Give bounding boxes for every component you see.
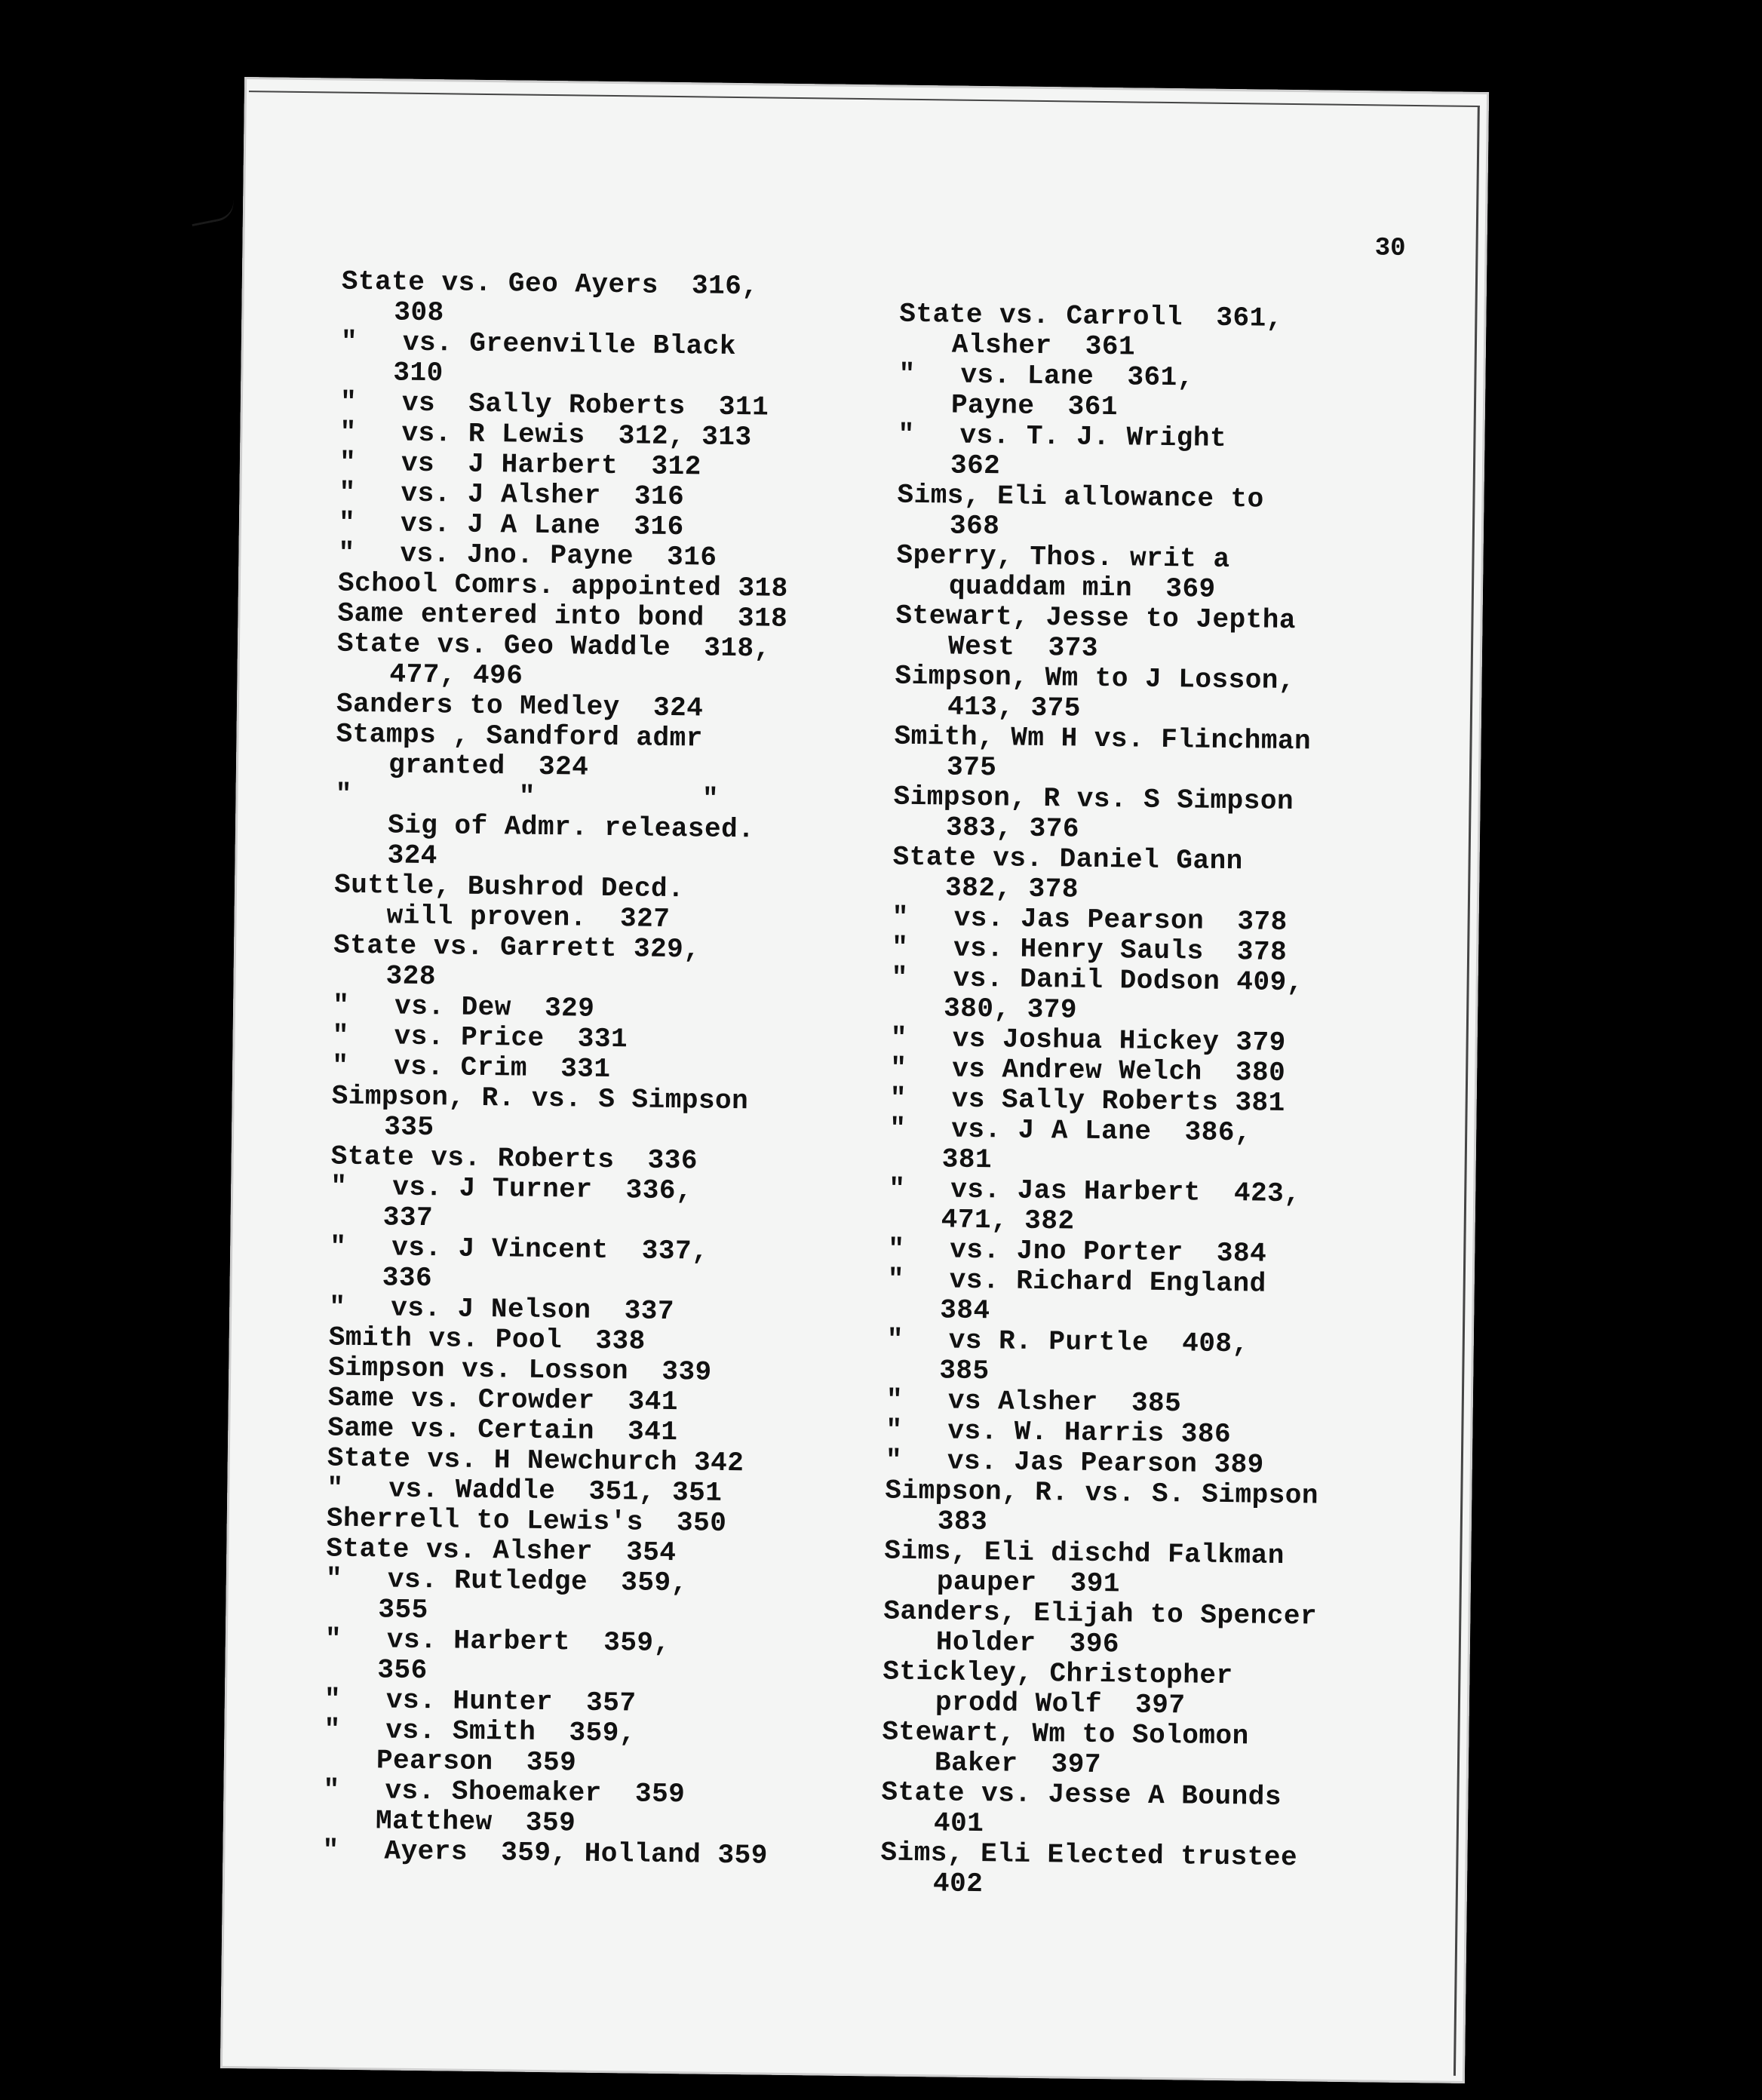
entry-text: 310 (393, 357, 444, 389)
ditto-mark: " (329, 1231, 347, 1263)
ditto-mark: " (339, 447, 357, 478)
entry-text: Payne 361 (950, 389, 1119, 423)
entry-text: vs. Shoemaker 359 (385, 1775, 686, 1810)
entry-text: Smith, Wm H vs. Flinchman (894, 720, 1312, 757)
entry-text: State vs. H Newchurch 342 (327, 1442, 744, 1479)
entry-text: Sims, Eli allowance to (897, 479, 1264, 515)
entry-text: 337 (382, 1202, 434, 1234)
entry-text: Sig of Admr. released. (387, 809, 755, 846)
entry-text: vs R. Purtle 408, (948, 1325, 1249, 1360)
entry-text: vs. Crim 331 (393, 1051, 611, 1085)
ditto-mark: " (339, 386, 358, 418)
entry-text: Sherrell to Lewis's 350 (326, 1503, 727, 1539)
entry-text: vs. J A Lane 386, (950, 1113, 1252, 1149)
ditto-mark: " (322, 1834, 339, 1866)
entry-text: vs J Harbert 312 (401, 447, 702, 483)
entry-text: vs. R Lewis 312, 313 (401, 417, 752, 453)
ditto-mark: " (886, 1324, 904, 1355)
entry-text: vs Sally Roberts 381 (951, 1083, 1285, 1119)
ditto-mark: " (324, 1623, 342, 1655)
entry-text: vs. Jno. Payne 316 (400, 538, 717, 573)
entry-text: 362 (950, 450, 1001, 482)
ditto-mark: " (898, 358, 916, 390)
entry-text: Simpson, R. vs. S. Simpson (885, 1475, 1319, 1512)
ditto-mark: " (339, 477, 356, 508)
ditto-mark: " (887, 1263, 905, 1295)
entry-text: 380, 379 (943, 993, 1078, 1026)
entry-text: 385 (939, 1355, 990, 1387)
entry-text: vs Sally Roberts 311 (401, 387, 769, 423)
ditto-mark: " (885, 1445, 903, 1476)
entry-text: Matthew 359 (375, 1805, 576, 1839)
entry-text: 336 (382, 1262, 433, 1294)
ditto-mark: " (330, 1171, 348, 1202)
ditto-mark: " (339, 416, 357, 448)
entry-text: vs. Greenville Black (402, 327, 737, 363)
entry-text: Simpson vs. Losson 339 (328, 1352, 712, 1388)
entry-text: vs. J A Lane 316 (400, 508, 684, 543)
entry-text: Stewart, Wm to Solomon (882, 1716, 1249, 1752)
right-index-column (880, 299, 1458, 1905)
ditto-mark: " (892, 901, 909, 933)
entry-text: Suttle, Bushrod Decd. (333, 869, 685, 905)
entry-text: State vs. Carroll 361, (899, 298, 1284, 334)
entry-text: Sanders to Medley 324 (336, 688, 704, 724)
entry-text: 382, 378 (944, 872, 1079, 905)
entry-text: Same vs. Certain 341 (327, 1412, 678, 1448)
ditto-mark: " (331, 1050, 349, 1082)
entry-text: " " " (335, 778, 720, 815)
entry-text: West 373 (947, 631, 1099, 664)
ditto-mark: " (338, 507, 356, 539)
ditto-mark: " (327, 1472, 344, 1504)
entry-text: vs. Waddle 351, 351 (388, 1473, 723, 1509)
entry-text: Sperry, Thos. writ a (896, 539, 1230, 576)
entry-text: vs. Smith 359, (385, 1715, 637, 1749)
entry-text: vs. Dew 329 (394, 990, 595, 1024)
entry-text: vs. Richard England (949, 1264, 1266, 1300)
ditto-mark: " (890, 1022, 908, 1054)
ditto-mark: " (886, 1384, 904, 1416)
ditto-mark: " (889, 1082, 907, 1114)
entry-text: vs. Henry Sauls 378 (953, 932, 1288, 968)
entry-text: Sims, Eli dischd Falkman (884, 1535, 1285, 1572)
entry-text: vs. W. Harris 386 (947, 1415, 1232, 1451)
ditto-mark: " (886, 1414, 903, 1446)
entry-text: vs. Jas Harbert 423, (950, 1174, 1301, 1210)
entry-text: vs. Price 331 (394, 1021, 628, 1055)
entry-text: Sims, Eli Elected trustee (880, 1837, 1298, 1874)
entry-text: Smith vs. Pool 338 (328, 1322, 646, 1357)
entry-text: Holder 396 (935, 1626, 1120, 1660)
entry-text: 355 (378, 1594, 428, 1626)
entry-text: vs. Rutledge 359, (387, 1564, 688, 1599)
entry-text: Sanders, Elijah to Spencer (883, 1595, 1318, 1632)
entry-text: vs. Hunter 357 (385, 1684, 637, 1719)
entry-text: 381 (941, 1144, 993, 1176)
index-page (220, 77, 1489, 2083)
entry-text: State vs. Geo Ayers 316, (341, 266, 759, 302)
entry-text: vs. J Alsher 316 (401, 477, 685, 513)
ditto-mark: " (329, 1291, 346, 1323)
entry-text: 401 (933, 1807, 984, 1840)
entry-text: vs. Danil Dodson 409, (953, 962, 1304, 999)
entry-text: 384 (940, 1294, 990, 1327)
entry-text: 383 (937, 1506, 988, 1538)
entry-text: Simpson, Wm to J Losson, (895, 660, 1296, 697)
entry-text: School Comrs. appointed 318 (337, 567, 789, 604)
ditto-mark: " (888, 1233, 905, 1265)
entry-text: State vs. Garrett 329, (333, 929, 701, 966)
entry-text: Stickley, Christopher (883, 1656, 1233, 1692)
entry-text: vs Alsher 385 (947, 1385, 1182, 1420)
ditto-mark: " (332, 1020, 350, 1052)
ditto-mark: " (323, 1774, 340, 1806)
entry-text: will proven. 327 (386, 900, 671, 935)
entry-text: vs Joshua Hickey 379 (952, 1023, 1286, 1058)
entry-text: State vs. Geo Waddle 318, (336, 628, 771, 665)
left-index-column (322, 267, 885, 1873)
ditto-mark: " (340, 326, 358, 358)
check-mark (189, 199, 237, 226)
entry-text: vs. J Vincent 337, (391, 1232, 709, 1267)
entry-text: State vs. Roberts 336 (330, 1141, 698, 1177)
ditto-mark: " (325, 1563, 343, 1595)
ditto-mark: " (888, 1173, 906, 1205)
ditto-mark: " (324, 1714, 341, 1745)
index-entry (322, 1835, 865, 1872)
entry-text: Same entered into bond 318 (337, 597, 788, 634)
entry-text: Alsher 361 (951, 329, 1136, 363)
index-entry (880, 1868, 1438, 1905)
entry-text: vs Andrew Welch 380 (951, 1053, 1286, 1088)
entry-text: 402 (932, 1868, 984, 1900)
entry-text: pauper 391 (936, 1566, 1121, 1600)
entry-text: 356 (377, 1654, 428, 1687)
entry-text: 328 (385, 960, 437, 993)
entry-text: vs. J Nelson 337 (391, 1292, 675, 1328)
entry-text: vs. T. J. Wright (959, 419, 1227, 454)
ditto-mark: " (338, 537, 355, 569)
ditto-mark: " (898, 419, 915, 450)
entry-text: granted 324 (388, 749, 589, 783)
ditto-mark: " (891, 962, 909, 993)
entry-text: vs. Harbert 359, (386, 1624, 671, 1659)
entry-text: State vs. Daniel Gann (892, 841, 1244, 877)
entry-text: 335 (383, 1111, 434, 1144)
entry-text: Simpson, R. vs. S Simpson (331, 1080, 749, 1117)
entry-text: quaddam min 369 (948, 570, 1216, 605)
ditto-mark: " (889, 1113, 907, 1144)
page-number: 30 (1374, 234, 1406, 263)
entry-text: vs. Jas Pearson 389 (947, 1445, 1265, 1481)
entry-text: Baker 397 (934, 1747, 1102, 1781)
ditto-mark: " (889, 1052, 907, 1084)
entry-text: State vs. Jesse A Bounds (881, 1776, 1282, 1813)
entry-text: vs. Lane 361, (960, 359, 1195, 394)
entry-text: Stamps , Sandford admr (336, 718, 704, 754)
entry-text: Same vs. Crowder 341 (327, 1382, 679, 1418)
entry-text: 477, 496 (389, 659, 523, 692)
entry-text: 324 (387, 840, 438, 872)
ditto-mark: " (324, 1684, 342, 1715)
entry-text: 383, 376 (945, 812, 1080, 845)
entry-text: vs. Jas Pearson 378 (953, 902, 1288, 938)
entry-text: 308 (394, 296, 444, 329)
entry-text: State vs. Alsher 354 (326, 1533, 677, 1569)
entry-text: vs. Jno Porter 384 (950, 1234, 1267, 1270)
entry-text: Pearson 359 (376, 1745, 577, 1779)
entry-text: 471, 382 (941, 1204, 1075, 1237)
entry-text: 368 (949, 510, 1000, 542)
entry-text: 375 (946, 751, 997, 784)
ditto-mark: " (332, 990, 350, 1021)
entry-text: Simpson, R vs. S Simpson (893, 781, 1294, 818)
entry-text: vs. J Turner 336, (391, 1171, 693, 1207)
entry-text: 413, 375 (947, 691, 1082, 724)
ditto-mark: " (891, 932, 909, 963)
entry-text: Ayers 359, Holland 359 (384, 1835, 769, 1871)
entry-text: prodd Wolf 397 (935, 1687, 1186, 1721)
entry-text: Stewart, Jesse to Jeptha (895, 600, 1297, 637)
